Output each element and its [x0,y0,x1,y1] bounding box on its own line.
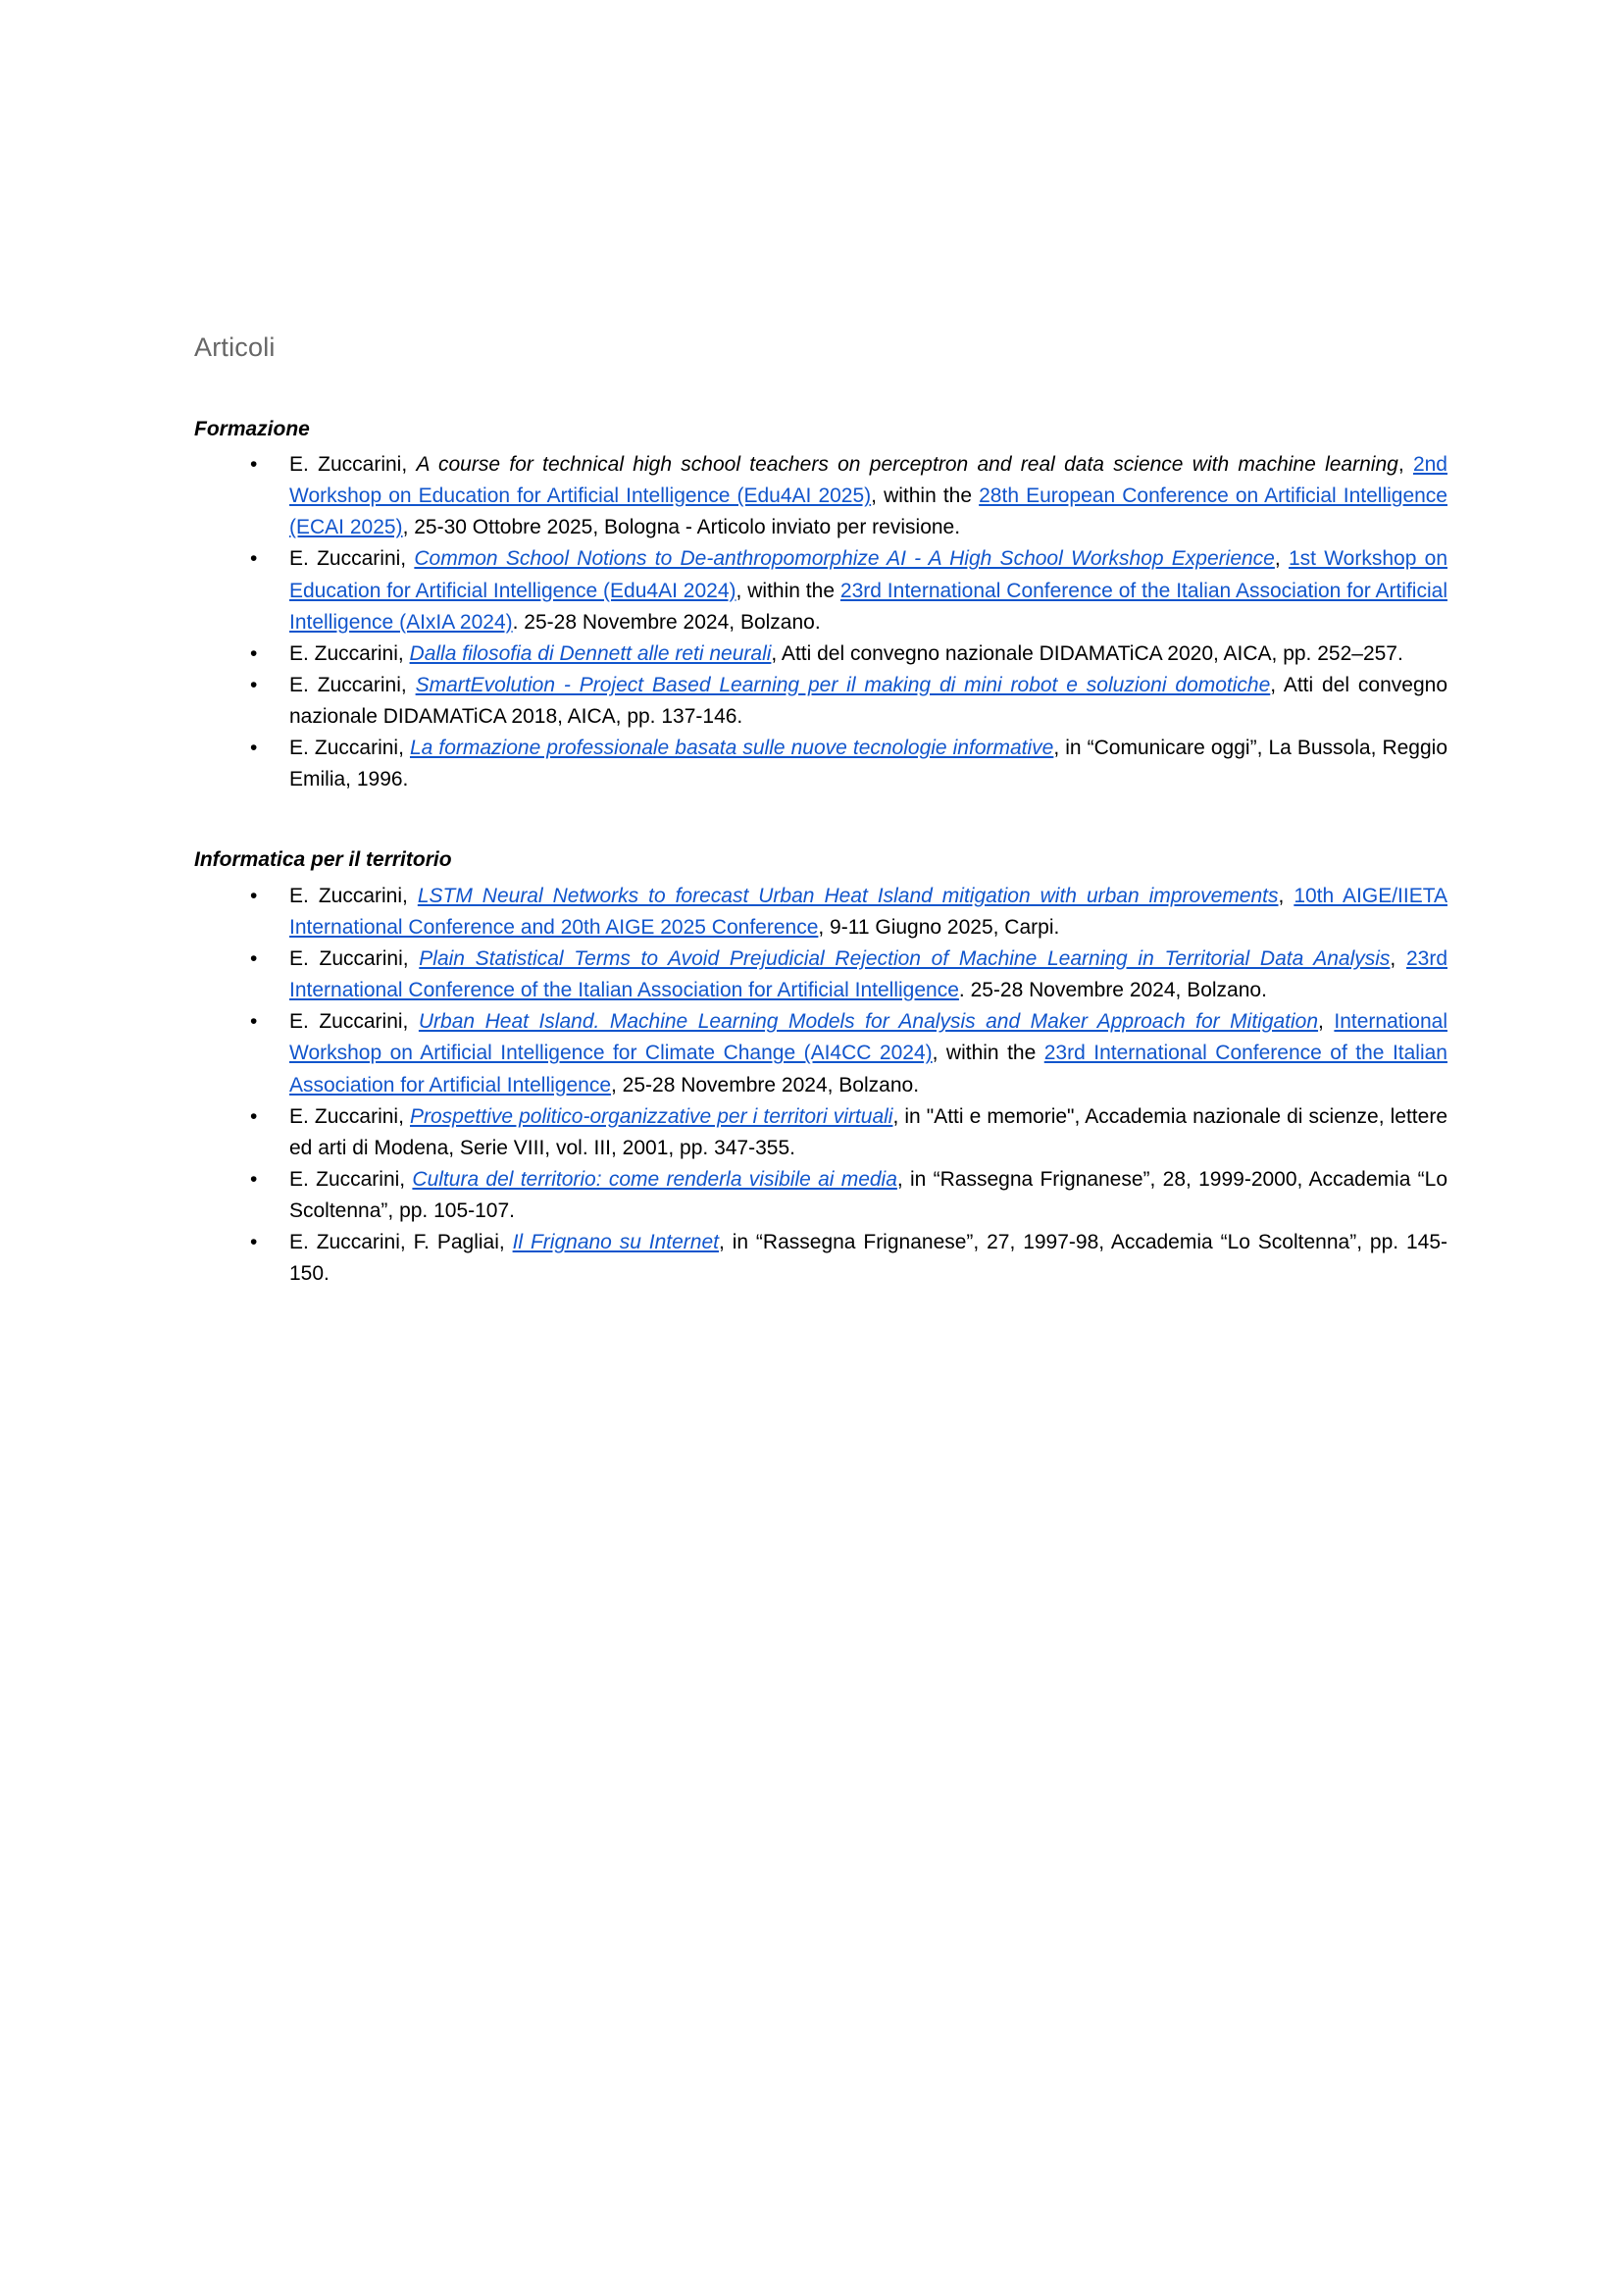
reference-link[interactable]: 28th European Conference on Artificial Intelligence (ECAI 2025) [289,484,1447,539]
reference-text: , Atti del convegno nazionale DIDAMATiCA 2020, AICA, pp. 252–257. [771,641,1403,665]
reference-link[interactable]: Il Frignano su Internet [512,1231,719,1254]
reference-entry [194,1227,1447,1290]
reference-text: , within the [932,1042,1044,1065]
reference-text: , 25-30 Ottobre 2025, Bologna - Articolo inviato per revisione. [402,516,961,539]
reference-text: , in “Rassegna Frignanese”, 27, 1997-98, Accademia “Lo Scoltenna”, pp. 145-150. [289,1231,1448,1286]
reference-link[interactable]: Plain Statistical Terms to Avoid Prejudicial Rejection of Machine Learning in Territorial Data Analysis [419,947,1391,971]
reference-link[interactable]: Dalla filosofia di Dennett alle reti neurali [409,641,772,665]
reference-link[interactable]: Urban Heat Island. Machine Learning Models for Analysis and Maker Approach for Mitigation [418,1010,1319,1034]
reference-text: E. Zuccarini, [289,884,418,907]
reference-text: , 25-28 Novembre 2024, Bolzano. [611,1073,920,1096]
reference-text: E. Zuccarini, [289,1167,413,1191]
section-heading: Formazione [194,417,310,440]
reference-text: , [1278,884,1294,907]
reference-text: , [1318,1010,1335,1034]
reference-text: E. Zuccarini, [289,947,420,971]
page-title: Articoli [194,332,276,362]
reference-entry [194,670,1447,733]
reference-link[interactable]: 23rd International Conference of the Italian Association for Artificial Intelligence [289,1042,1447,1096]
document-content [194,331,1447,1290]
reference-title-text: A course for technical high school teachers on perceptron and real data science with machine learning [416,453,1398,477]
reference-text: , 9-11 Giugno 2025, Carpi. [818,915,1060,939]
reference-text: E. Zuccarini, [289,1104,410,1128]
reference-link[interactable]: 10th AIGE/IIETA International Conference and 20th AIGE 2025 Conference [289,884,1447,939]
reference-text: E. Zuccarini, [289,1010,419,1034]
reference-entry [194,543,1447,637]
reference-link[interactable]: Common School Notions to De-anthropomorphize AI - A High School Workshop Experience [414,547,1275,571]
sections-container [194,416,1447,1291]
reference-list [194,881,1447,1291]
reference-section [194,846,1447,1290]
reference-text: E. Zuccarini, [289,547,415,571]
reference-text: , within the [736,579,840,602]
reference-link[interactable]: 23rd International Conference of the Italian Association for Artificial Intelligence [289,947,1447,1002]
reference-entry [194,1006,1447,1100]
reference-section [194,416,1447,796]
reference-entry [194,943,1447,1006]
reference-list [194,449,1447,795]
reference-link[interactable]: Prospettive politico-organizzative per i territori virtuali [409,1104,893,1128]
reference-text: , in “Comunicare oggi”, La Bussola, Reggio Emilia, 1996. [289,737,1448,791]
section-heading: Informatica per il territorio [194,848,452,872]
reference-text: E. Zuccarini, [289,641,410,665]
reference-link[interactable]: LSTM Neural Networks to forecast Urban Heat Island mitigation with urban improvements [417,884,1279,907]
reference-link[interactable]: Cultura del territorio: come renderla visibile ai media [412,1167,897,1191]
reference-link[interactable]: 2nd Workshop on Education for Artificial Intelligence (Edu4AI 2025) [289,453,1447,508]
reference-text: E. Zuccarini, [289,737,410,760]
reference-link[interactable]: La formazione professionale basata sulle nuove tecnologie informative [409,737,1054,760]
reference-text: , [1274,547,1289,571]
reference-text: , [1397,453,1413,477]
reference-text: . 25-28 Novembre 2024, Bolzano. [958,979,1267,1002]
reference-text: , within the [871,484,980,508]
reference-text: E. Zuccarini, [289,453,417,477]
reference-link[interactable]: 1st Workshop on Education for Artificial Intelligence (Edu4AI 2024) [289,547,1447,602]
reference-text: , in “Rassegna Frignanese”, 28, 1999-2000, Accademia “Lo Scoltenna”, pp. 105-107. [289,1167,1447,1223]
reference-text: . 25-28 Novembre 2024, Bolzano. [512,610,821,634]
reference-entry [194,449,1447,543]
reference-text: , in "Atti e memorie", Accademia nazionale di scienze, lettere ed arti di Modena, Serie VIII, vol. III, 2001, pp. 347-355. [289,1104,1447,1159]
reference-entry [194,1101,1447,1164]
reference-entry [194,638,1447,670]
reference-entry [194,733,1447,795]
reference-entry [194,1164,1447,1227]
reference-link[interactable]: International Workshop on Artificial Intelligence for Climate Change (AI4CC 2024) [289,1010,1447,1065]
reference-link[interactable]: SmartEvolution - Project Based Learning per il making di mini robot e soluzioni domotiche [415,673,1271,696]
reference-text: , Atti del convegno nazionale DIDAMATiCA 2018, AICA, pp. 137-146. [289,673,1447,729]
reference-link[interactable]: 23rd International Conference of the Italian Association for Artificial Intelligence (AIxIA 2024) [289,579,1447,634]
reference-text: E. Zuccarini, F. Pagliai, [289,1231,513,1254]
reference-entry [194,881,1447,943]
reference-text: E. Zuccarini, [289,673,416,696]
reference-text: , [1390,947,1406,971]
